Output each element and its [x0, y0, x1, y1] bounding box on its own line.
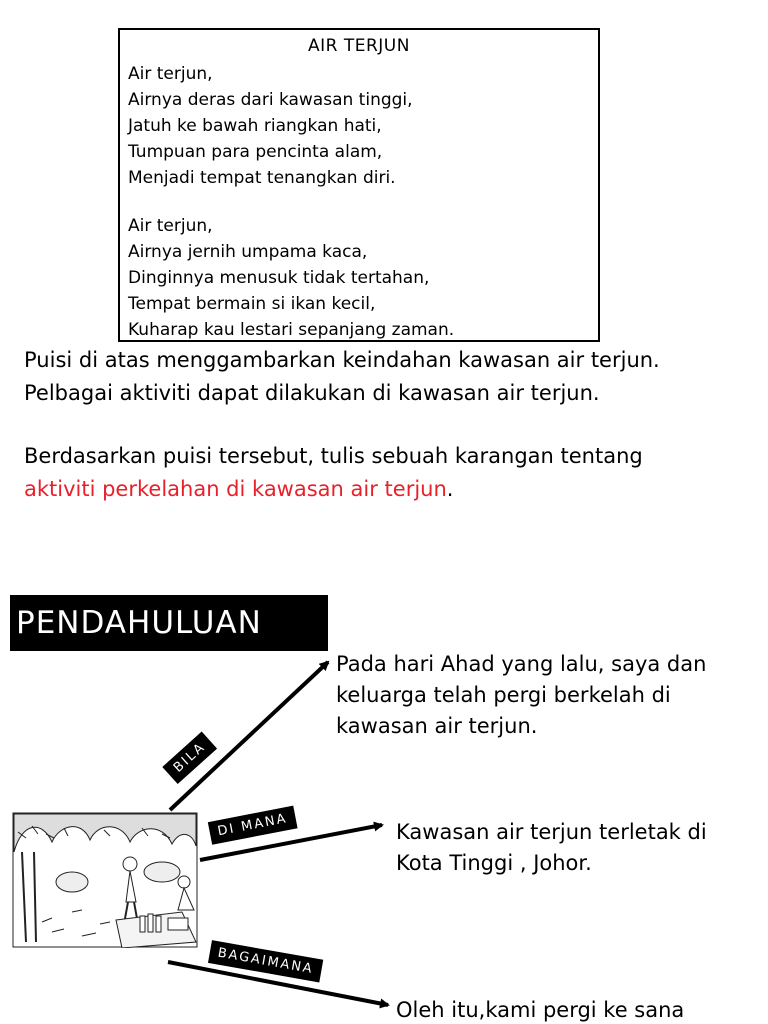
poem-line: Air terjun, [128, 216, 213, 236]
section-heading: PENDAHULUAN [10, 595, 328, 651]
poem-line: Kuharap kau lestari sepanjang zaman. [128, 320, 455, 340]
answer-bagaimana-line: Oleh itu,kami pergi ke sana [396, 998, 685, 1022]
intro-line: Puisi di atas menggambarkan keindahan kawasan air terjun. [24, 348, 660, 372]
answer-dimana-line: Kota Tinggi , Johor. [396, 851, 592, 875]
answer-bila-line: keluarga telah pergi berkelah di [336, 683, 671, 707]
label-dimana: DI MANA [208, 806, 298, 845]
task-line: Berdasarkan puisi tersebut, tulis sebuah karangan tentang [24, 444, 643, 468]
intro-line: Pelbagai aktiviti dapat dilakukan di kawasan air terjun. [24, 381, 600, 405]
poem-line: Airnya deras dari kawasan tinggi, [128, 90, 413, 110]
picnic-waterfall-illustration [12, 812, 198, 948]
arrow-bila [170, 662, 328, 810]
answer-dimana-line: Kawasan air terjun terletak di [396, 820, 707, 844]
task-highlight: aktiviti perkelahan di kawasan air terjun [24, 477, 447, 501]
label-bila: BILA [162, 731, 217, 784]
poem-line: Dinginnya menusuk tidak tertahan, [128, 268, 430, 288]
poem-line: Jatuh ke bawah riangkan hati, [128, 116, 382, 136]
label-bagaimana: BAGAIMANA [208, 940, 323, 982]
task-end: . [446, 477, 454, 501]
poem-title: AIR TERJUN [308, 36, 410, 56]
answer-bila-line: Pada hari Ahad yang lalu, saya dan [336, 652, 707, 676]
poem-line: Air terjun, [128, 64, 213, 84]
poem-line: Tempat bermain si ikan kecil, [128, 294, 376, 314]
answer-bila-line: kawasan air terjun. [336, 714, 538, 738]
poem-line: Airnya jernih umpama kaca, [128, 242, 368, 262]
poem-line: Tumpuan para pencinta alam, [128, 142, 383, 162]
poem-line: Menjadi tempat tenangkan diri. [128, 168, 396, 188]
